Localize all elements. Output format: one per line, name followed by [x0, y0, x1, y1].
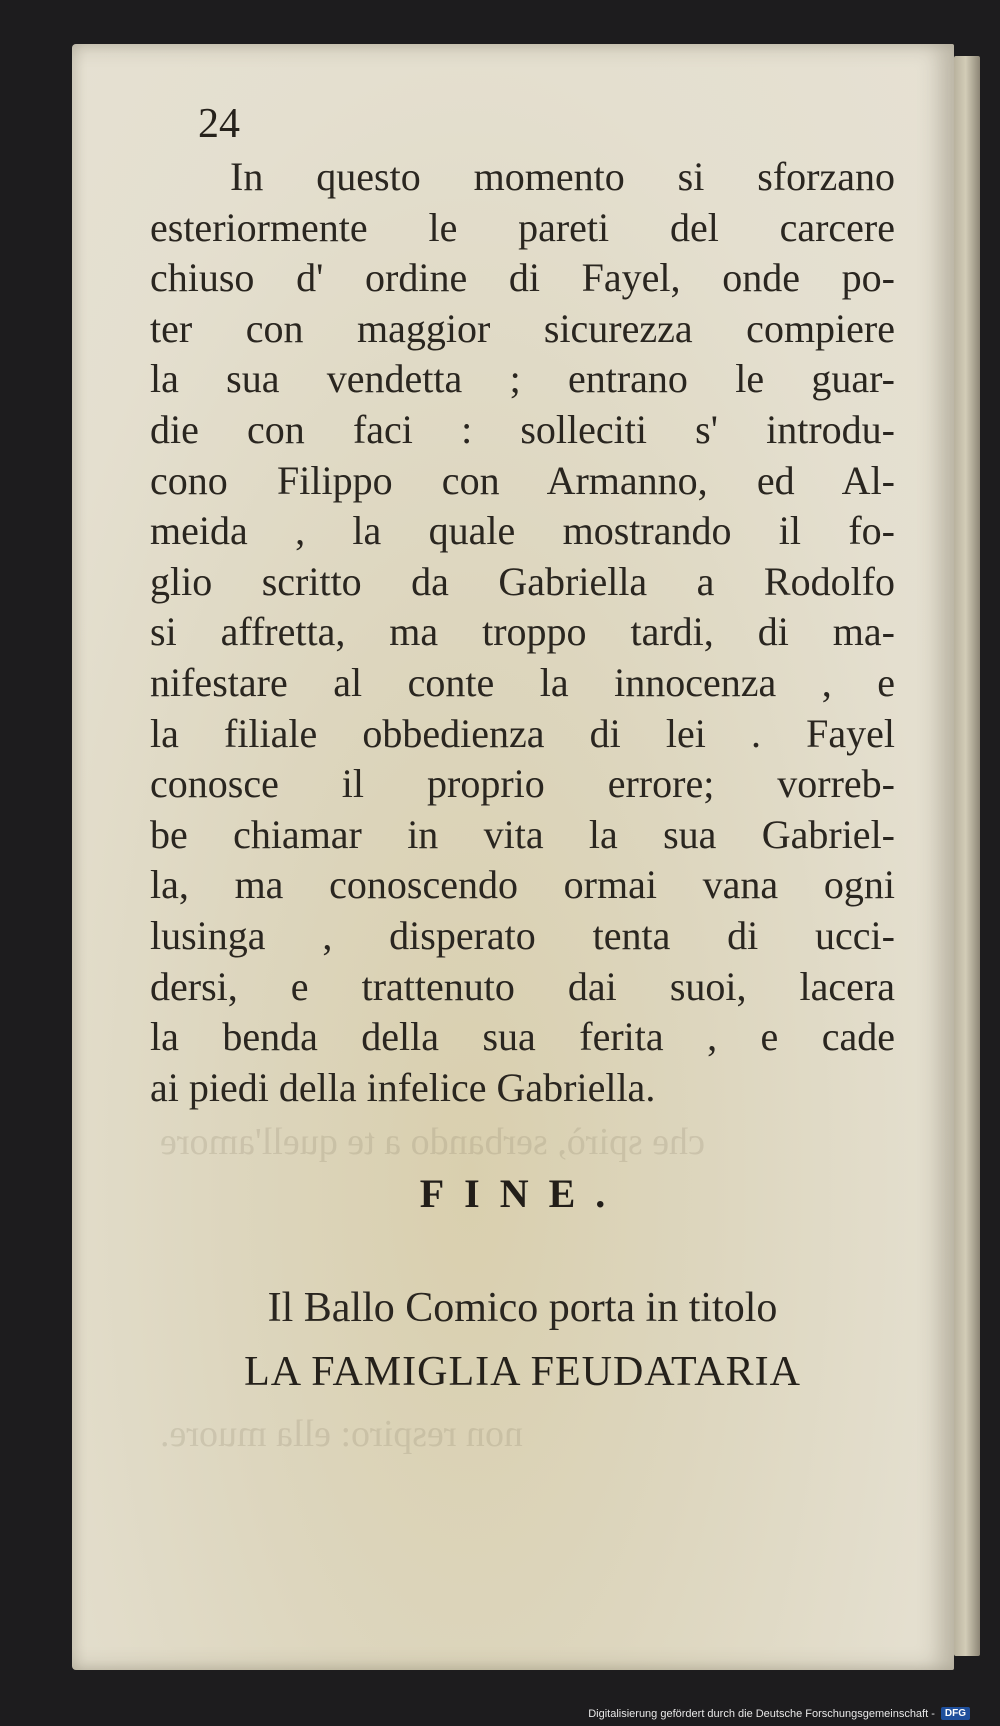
credit-text: Digitalisierung gefördert durch die Deutsche Forschungsgemeinschaft -: [588, 1707, 935, 1720]
dfg-logo: DFG: [941, 1707, 970, 1720]
fine-heading: FINE.: [419, 1171, 626, 1216]
text-line: ai piedi della infelice Gabriella.: [150, 1064, 656, 1110]
text-line: si affretta, ma troppo tardi, di ma-: [150, 609, 895, 655]
ballet-announcement: Il Ballo Comico porta in titolo: [267, 1285, 778, 1331]
text-line: ter con maggior sicurezza compiere: [150, 305, 895, 351]
text-line: conosce il proprio errore; vorreb-: [150, 761, 895, 807]
digitization-credit: [588, 1707, 970, 1720]
text-line: la, ma conoscendo ormai vana ogni: [150, 862, 895, 908]
adjacent-page-edge: [954, 56, 980, 1656]
text-line: chiuso d' ordine di Fayel, onde po-: [150, 255, 895, 301]
text-line: meida , la quale mostrando il fo-: [150, 508, 895, 554]
text-line: la sua vendetta ; entrano le guar-: [150, 356, 895, 402]
body-paragraph: [150, 152, 895, 1113]
text-line: cono Filippo con Armanno, ed Al-: [150, 457, 895, 503]
text-line: dersi, e trattenuto dai suoi, lacera: [150, 963, 895, 1009]
text-line: glio scritto da Gabriella a Rodolfo: [150, 558, 895, 604]
ballet-title: LA FAMIGLIA FEUDATARIA: [244, 1349, 801, 1395]
text-line: be chiamar in vita la sua Gabriel-: [150, 811, 895, 857]
text-line: la filiale obbedienza di lei . Fayel: [150, 710, 895, 756]
page-number: 24: [198, 101, 240, 147]
text-line: la benda della sua ferita , e cade: [150, 1014, 895, 1060]
show-through-text: che spirò, serbando a te quell'amore: [160, 1121, 705, 1163]
show-through-text: non respiro: ella muore.: [160, 1413, 524, 1455]
text-line: die con faci : solleciti s' introdu-: [150, 406, 895, 452]
text-line: nifestare al conte la innocenza , e: [150, 659, 895, 705]
text-line: esteriormente le pareti del carcere: [150, 204, 895, 250]
text-line: In questo momento si sforzano: [230, 154, 895, 199]
text-line: lusinga , disperato tenta di ucci-: [150, 912, 895, 958]
